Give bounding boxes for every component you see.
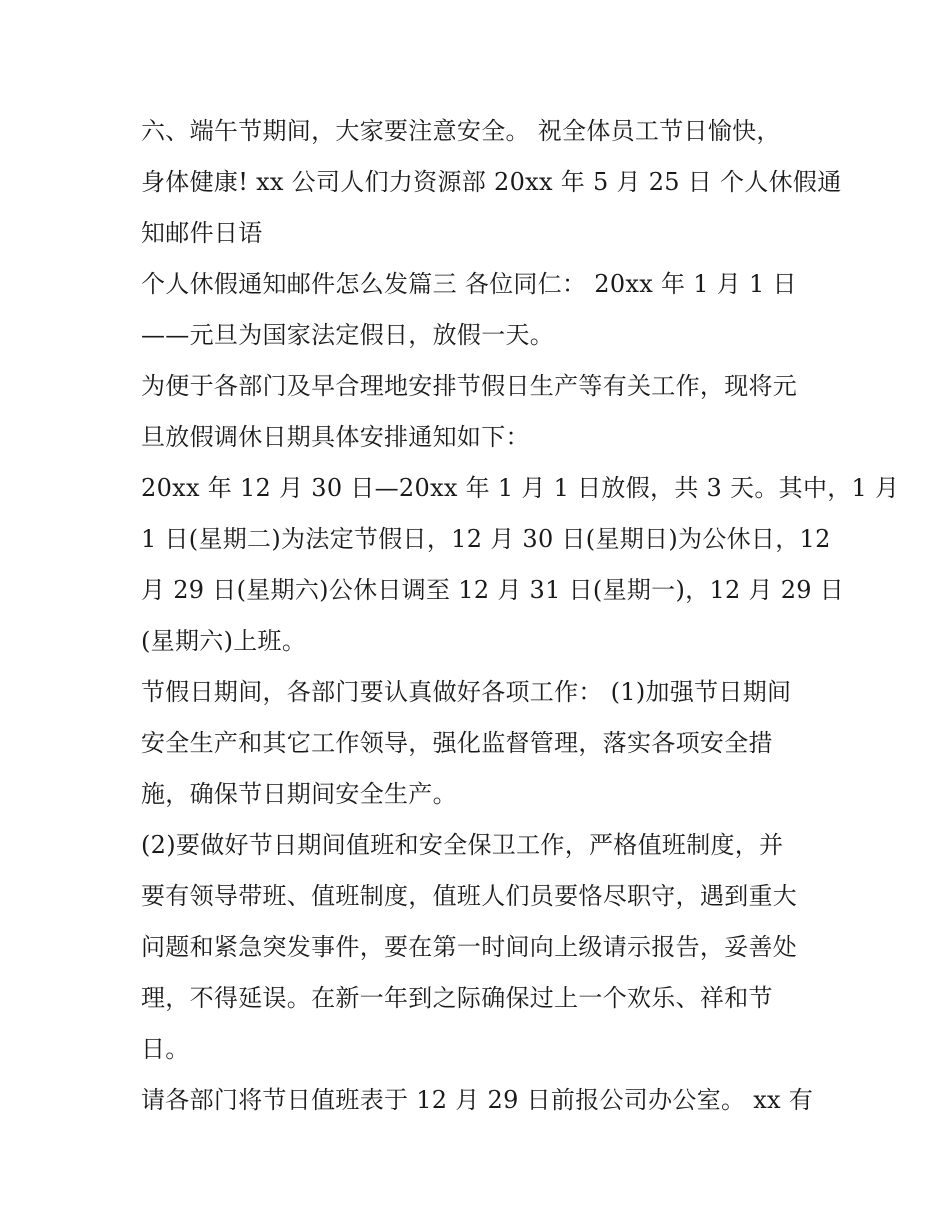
text-line: 知邮件日语 — [141, 219, 263, 247]
text-line: 月 29 日(星期六)公休日调至 12 月 31 日(星期一)，12 月 29 日 — [141, 576, 845, 604]
text-line: 节假日期间，各部门要认真做好各项工作： (1)加强节日期间 — [141, 678, 792, 706]
text-line: 个人休假通知邮件怎么发篇三 各位同仁： 20xx 年 1 月 1 日 — [141, 270, 797, 298]
text-line: ——元旦为国家法定假日，放假一天。 — [141, 321, 555, 349]
text-line: (星期六)上班。 — [141, 627, 307, 655]
text-line: (2)要做好节日期间值班和安全保卫工作，严格值班制度，并 — [141, 831, 784, 859]
text-line: 1 日(星期二)为法定节假日，12 月 30 日(星期日)为公休日，12 — [141, 525, 831, 553]
text-line: 问题和紧急突发事件，要在第一时间向上级请示报告，妥善处 — [141, 933, 798, 961]
text-line: 身体健康! xx 公司人们力资源部 20xx 年 5 月 25 日 个人休假通 — [141, 168, 842, 196]
text-line: 六、端午节期间，大家要注意安全。 祝全体员工节日愉快， — [141, 117, 781, 145]
text-line: 旦放假调休日期具体安排通知如下： — [141, 423, 530, 451]
document-body — [141, 106, 900, 1126]
text-line: 20xx 年 12 月 30 日—20xx 年 1 月 1 日放假，共 3 天。其中，1 月 — [141, 474, 900, 502]
text-line: 为便于各部门及早合理地安排节假日生产等有关工作，现将元 — [141, 372, 798, 400]
text-line: 施，确保节日期间安全生产。 — [141, 780, 457, 808]
text-line: 日。 — [141, 1035, 190, 1063]
text-line: 理，不得延误。在新一年到之际确保过上一个欢乐、祥和节 — [141, 984, 773, 1012]
text-line: 安全生产和其它工作领导，强化监督管理，落实各项安全措 — [141, 729, 773, 757]
text-line: 要有领导带班、值班制度，值班人们员要恪尽职守，遇到重大 — [141, 882, 798, 910]
text-line: 请各部门将节日值班表于 12 月 29 日前报公司办公室。 xx 有 — [141, 1086, 814, 1114]
